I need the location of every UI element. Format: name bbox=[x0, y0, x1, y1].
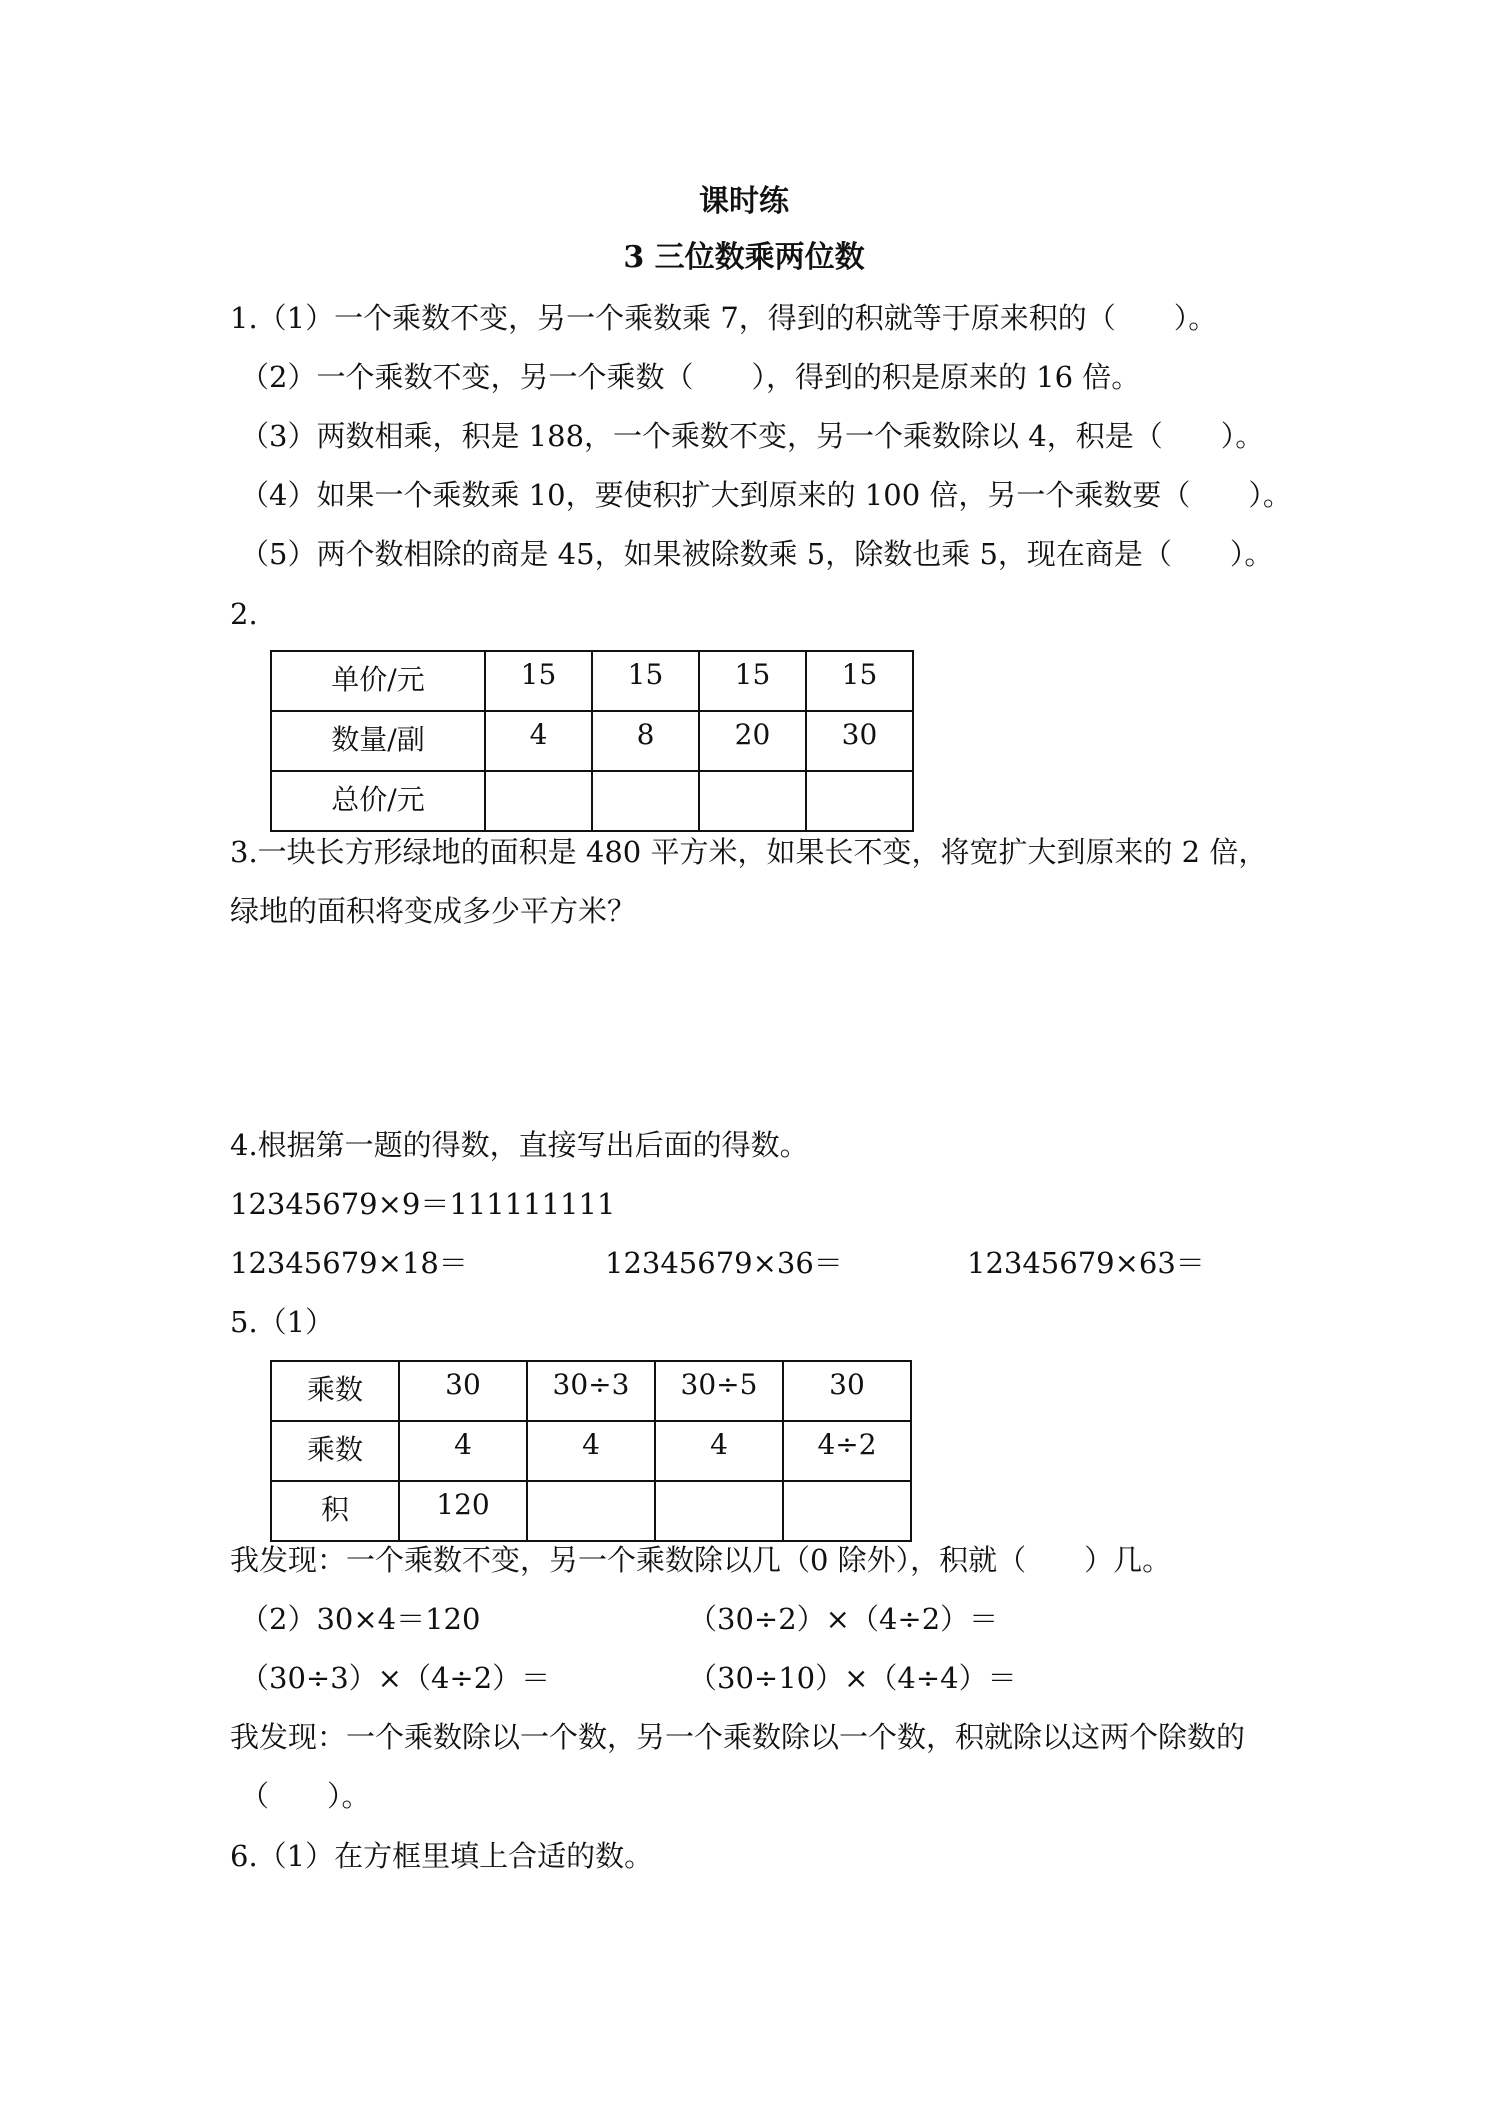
table-cell: 4 bbox=[399, 1421, 527, 1481]
answer-cell[interactable] bbox=[527, 1481, 655, 1541]
table-cell: 单价/元 bbox=[271, 651, 485, 711]
q5-part2-equation-4: （30÷10）×（4÷4）＝ bbox=[688, 1661, 1017, 1695]
answer-cell[interactable] bbox=[806, 771, 913, 831]
q4-instruction: 4.根据第一题的得数，直接写出后面的得数。 bbox=[230, 1128, 809, 1162]
table-cell: 乘数 bbox=[271, 1361, 399, 1421]
answer-cell[interactable] bbox=[655, 1481, 783, 1541]
worksheet-title: 课时练 bbox=[699, 184, 789, 219]
table-cell: 总价/元 bbox=[271, 771, 485, 831]
answer-cell[interactable] bbox=[783, 1481, 911, 1541]
q5-part2-equation-2: （30÷2）×（4÷2）＝ bbox=[688, 1602, 999, 1636]
q6-instruction: 6.（1）在方框里填上合适的数。 bbox=[230, 1839, 654, 1873]
q5-product-table bbox=[270, 1360, 912, 1542]
q4-equation-1: 12345679×18＝ bbox=[230, 1246, 468, 1280]
table-row bbox=[271, 771, 913, 831]
q1-part2: （2）一个乘数不变，另一个乘数（ ），得到的积是原来的 16 倍。 bbox=[240, 360, 1141, 394]
q5-finding-2-line1: 我发现：一个乘数除以一个数，另一个乘数除以一个数，积就除以这两个除数的 bbox=[230, 1720, 1246, 1754]
q1-part4: （4）如果一个乘数乘 10，要使积扩大到原来的 100 倍，另一个乘数要（ ）。 bbox=[240, 478, 1292, 512]
table-cell: 15 bbox=[592, 651, 699, 711]
q5-finding-1: 我发现：一个乘数不变，另一个乘数除以几（0 除外），积就（ ）几。 bbox=[230, 1543, 1172, 1577]
q5-finding-2-line2: （ ）。 bbox=[240, 1779, 371, 1813]
table-cell: 乘数 bbox=[271, 1421, 399, 1481]
q2-label: 2. bbox=[230, 597, 258, 631]
table-cell: 15 bbox=[806, 651, 913, 711]
q2-price-table bbox=[270, 650, 914, 832]
table-cell: 30 bbox=[806, 711, 913, 771]
table-cell: 15 bbox=[699, 651, 806, 711]
table-cell: 4 bbox=[527, 1421, 655, 1481]
q1-part1: 1.（1）一个乘数不变，另一个乘数乘 7，得到的积就等于原来积的（ ）。 bbox=[230, 301, 1218, 335]
q3-line1: 3.一块长方形绿地的面积是 480 平方米，如果长不变，将宽扩大到原来的 2 倍， bbox=[230, 835, 1268, 869]
q5-part2-equation-1: （2）30×4＝120 bbox=[240, 1602, 481, 1636]
answer-cell[interactable] bbox=[699, 771, 806, 831]
q1-part5: （5）两个数相除的商是 45，如果被除数乘 5，除数也乘 5，现在商是（ ）。 bbox=[240, 537, 1274, 571]
q3-line2: 绿地的面积将变成多少平方米？ bbox=[230, 894, 637, 928]
q5-label: 5.（1） bbox=[230, 1305, 335, 1339]
q4-given-equation: 12345679×9＝111111111 bbox=[230, 1187, 616, 1221]
q5-part2-equation-3: （30÷3）×（4÷2）＝ bbox=[240, 1661, 551, 1695]
table-cell: 8 bbox=[592, 711, 699, 771]
worksheet-subtitle: 3 三位数乘两位数 bbox=[623, 240, 865, 275]
table-cell: 30 bbox=[399, 1361, 527, 1421]
q1-part3: （3）两数相乘，积是 188，一个乘数不变，另一个乘数除以 4，积是（ ）。 bbox=[240, 419, 1265, 453]
answer-cell[interactable] bbox=[485, 771, 592, 831]
table-row bbox=[271, 711, 913, 771]
table-cell: 30 bbox=[783, 1361, 911, 1421]
table-cell: 20 bbox=[699, 711, 806, 771]
table-cell: 4 bbox=[485, 711, 592, 771]
table-cell: 30÷3 bbox=[527, 1361, 655, 1421]
table-cell: 4÷2 bbox=[783, 1421, 911, 1481]
table-cell: 4 bbox=[655, 1421, 783, 1481]
q4-equation-3: 12345679×63＝ bbox=[967, 1246, 1205, 1280]
q4-equation-2: 12345679×36＝ bbox=[605, 1246, 843, 1280]
table-row bbox=[271, 651, 913, 711]
table-row bbox=[271, 1481, 911, 1541]
table-cell: 数量/副 bbox=[271, 711, 485, 771]
table-cell: 30÷5 bbox=[655, 1361, 783, 1421]
table-cell: 120 bbox=[399, 1481, 527, 1541]
table-cell: 15 bbox=[485, 651, 592, 711]
table-row bbox=[271, 1361, 911, 1421]
answer-cell[interactable] bbox=[592, 771, 699, 831]
table-row bbox=[271, 1421, 911, 1481]
table-cell: 积 bbox=[271, 1481, 399, 1541]
